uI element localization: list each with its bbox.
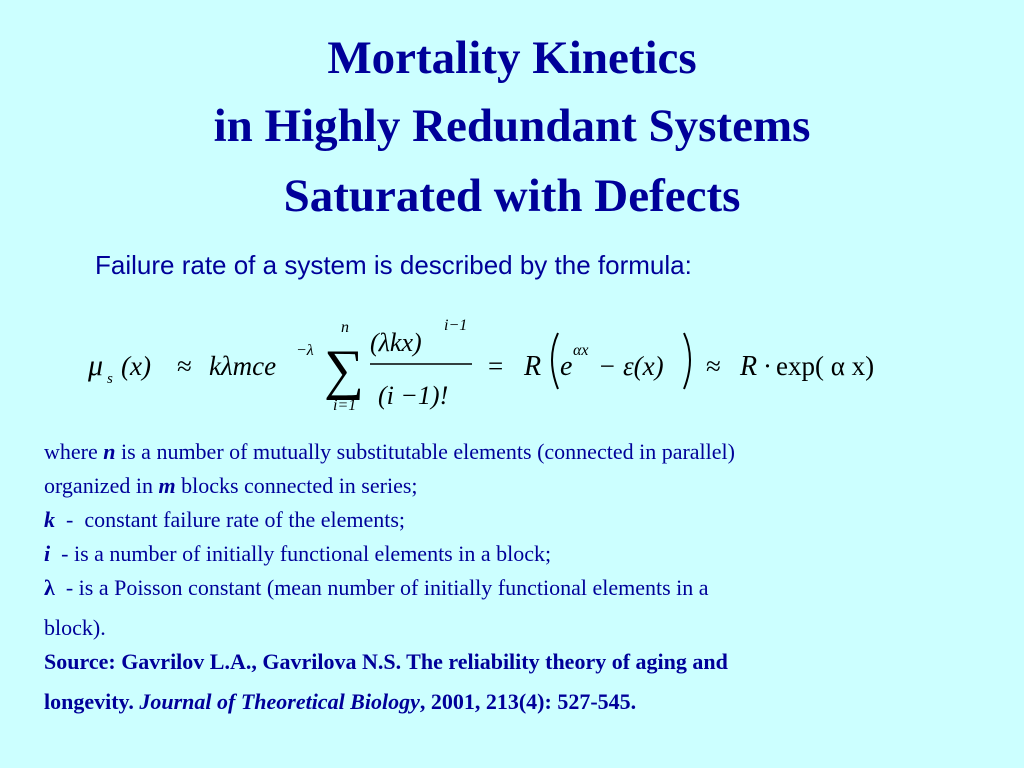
desc-text: - is a Poisson constant (mean number of initially functional elements in a — [54, 575, 709, 600]
title-line-1: Mortality Kinetics — [327, 32, 697, 84]
intro-text: Failure rate of a system is described by the formula: — [95, 250, 692, 280]
formula-cdot: · — [763, 351, 772, 381]
description — [44, 435, 1004, 719]
formula-mu-sub: s — [107, 371, 113, 387]
formula-minus-eps: − ε(x) — [598, 351, 664, 381]
description-line-5 — [44, 571, 1004, 605]
title-line-2: in Highly Redundant Systems — [213, 100, 811, 152]
formula — [0, 300, 1024, 420]
formula-lhs-arg: (x) — [121, 351, 151, 381]
title-line-3: Saturated with Defects — [283, 170, 741, 222]
formula-denominator: (i −1)! — [378, 381, 449, 410]
desc-text: organized in — [44, 473, 159, 498]
description-line-2 — [44, 469, 1004, 503]
formula-R2: R — [740, 351, 758, 382]
formula-approx-2: ≈ — [706, 351, 721, 381]
formula-exp-term: exp( α x) — [776, 351, 875, 381]
formula-exp-neg-lambda: −λ — [296, 342, 314, 359]
symbol-k: k — [44, 507, 55, 532]
formula-num-exponent: i−1 — [444, 317, 468, 334]
formula-sum-lower: i=1 — [333, 397, 357, 414]
desc-text: is a number of mutually substitutable elements (connected in parallel) — [115, 439, 735, 464]
description-line-4 — [44, 537, 1004, 571]
formula-numerator: (λkx) — [370, 328, 422, 357]
formula-e: e — [560, 351, 573, 382]
journal-name: Journal of Theoretical Biology — [139, 689, 420, 714]
formula-right-paren — [684, 333, 690, 389]
symbol-m: m — [158, 473, 176, 498]
formula-mu: μ — [88, 349, 104, 382]
desc-text: blocks connected in series; — [175, 473, 418, 498]
formula-R1: R — [524, 351, 542, 382]
formula-e-exponent: αx — [573, 342, 589, 359]
formula-left-paren — [552, 333, 558, 389]
source-line-2 — [44, 685, 1004, 719]
source-text: longevity. — [44, 689, 140, 714]
formula-sigma: ∑ — [324, 339, 364, 401]
formula-k-lambda-mce: kλmce — [209, 351, 277, 381]
symbol-lambda: λ — [44, 575, 55, 600]
source-line-1: Source: Gavrilov L.A., Gavrilova N.S. The reliability theory of aging and — [44, 649, 728, 674]
desc-text: - is a number of initially functional elements in a block; — [50, 541, 552, 566]
description-line-1 — [44, 435, 1004, 469]
description-line-3 — [44, 503, 1004, 537]
symbol-i: i — [44, 541, 51, 566]
description-line-6: block). — [44, 615, 106, 640]
formula-approx-1: ≈ — [177, 351, 192, 381]
source-text: , 2001, 213(4): 527-545. — [419, 689, 637, 714]
symbol-n: n — [103, 439, 116, 464]
slide-title — [0, 24, 1024, 230]
desc-text: where — [44, 439, 104, 464]
formula-sum-upper: n — [341, 319, 349, 336]
formula-equals: = — [488, 351, 504, 381]
desc-text: - constant failure rate of the elements; — [55, 507, 406, 532]
